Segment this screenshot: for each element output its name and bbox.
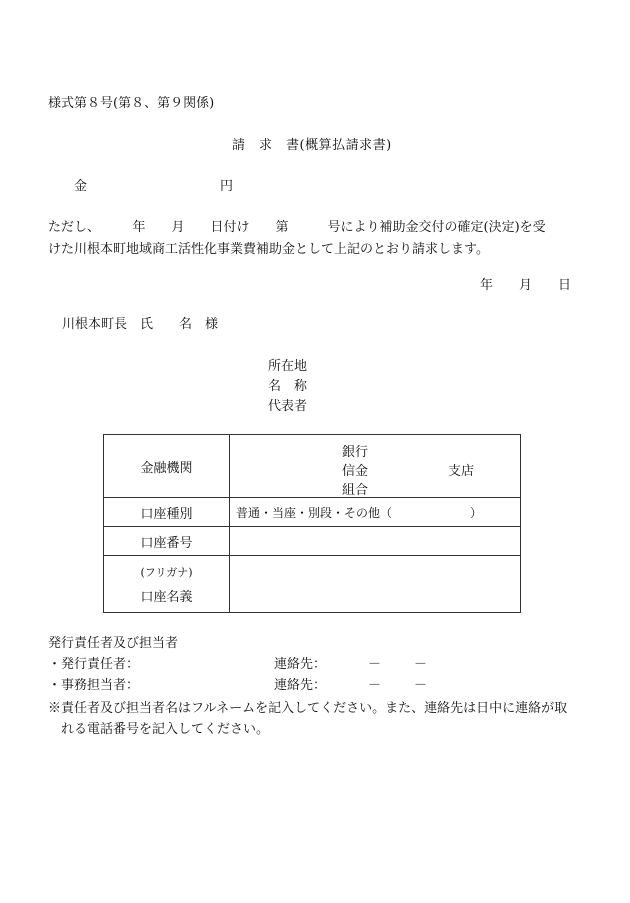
account-name-field[interactable] xyxy=(230,556,521,613)
applicant-name-label: 名 称 xyxy=(268,379,308,394)
institution-type-shinkin: 信金 xyxy=(342,464,369,479)
note xyxy=(48,698,578,740)
table-row-account-name xyxy=(104,556,521,613)
account-type-field[interactable] xyxy=(230,498,521,527)
note-line-1: ※責任者及び担当者名はフルネームを記入してください。また、連絡先は日中に連絡が取 xyxy=(48,701,568,716)
furigana-label: (フリガナ) xyxy=(140,565,193,579)
table-row-account-number xyxy=(104,527,521,556)
issuer-row xyxy=(48,657,428,672)
account-name-label-cell xyxy=(104,556,230,613)
clerk-label: ・事務担当者： xyxy=(48,678,140,693)
clerk-row xyxy=(48,678,428,693)
institution-label: 金融機関 xyxy=(104,435,230,498)
clerk-contact-label: 連絡先： xyxy=(274,678,327,693)
clerk-phone-dash-1: － xyxy=(368,678,382,693)
account-number-label: 口座番号 xyxy=(104,527,230,556)
account-type-options: 普通・当座・別段・その他（ xyxy=(236,505,393,520)
addressee: 川根本町長 氏 名 様 xyxy=(62,317,219,332)
document-title: 請 求 書(概算払請求書) xyxy=(232,138,392,153)
issuer-label: ・発行責任者： xyxy=(48,657,140,672)
issuer-contact-label: 連絡先： xyxy=(274,657,327,672)
date-line: 年 月 日 xyxy=(480,278,572,293)
amount-line xyxy=(74,179,234,194)
institution-type-bank: 銀行 xyxy=(342,445,369,460)
body-text-line-1: ただし、 年 月 日付け 第 号により補助金交付の確定(決定)を受 xyxy=(48,220,546,235)
account-type-label: 口座種別 xyxy=(104,498,230,527)
issuer-phone-dash-1: － xyxy=(368,657,382,672)
institution-type-kumiai: 組合 xyxy=(342,483,369,498)
account-type-close-paren: ） xyxy=(470,505,483,520)
account-number-field[interactable] xyxy=(230,527,521,556)
applicant-representative-label: 代表者 xyxy=(268,399,308,414)
applicant-block xyxy=(268,357,307,417)
form-number: 様式第８号(第８、第９関係) xyxy=(48,96,215,111)
branch-label: 支店 xyxy=(448,464,475,479)
note-line-2: れる電話番号を記入してください。 xyxy=(61,722,270,737)
amount-kin-label: 金 xyxy=(74,179,88,194)
amount-yen-label: 円 xyxy=(220,179,234,194)
body-text xyxy=(48,217,588,261)
issuer-phone-dash-2: － xyxy=(414,657,428,672)
institution-field[interactable] xyxy=(230,435,521,498)
contacts-heading: 発行責任者及び担当者 xyxy=(48,636,179,651)
bank-account-table xyxy=(103,434,521,613)
applicant-address-label: 所在地 xyxy=(268,359,308,374)
table-row-account-type xyxy=(104,498,521,527)
body-text-line-2: けた川根本町地域商工活性化事業費補助金として上記のとおり請求します。 xyxy=(48,242,489,257)
table-row-institution xyxy=(104,435,521,498)
account-name-label: 口座名義 xyxy=(140,589,193,605)
clerk-phone-dash-2: － xyxy=(414,678,428,693)
